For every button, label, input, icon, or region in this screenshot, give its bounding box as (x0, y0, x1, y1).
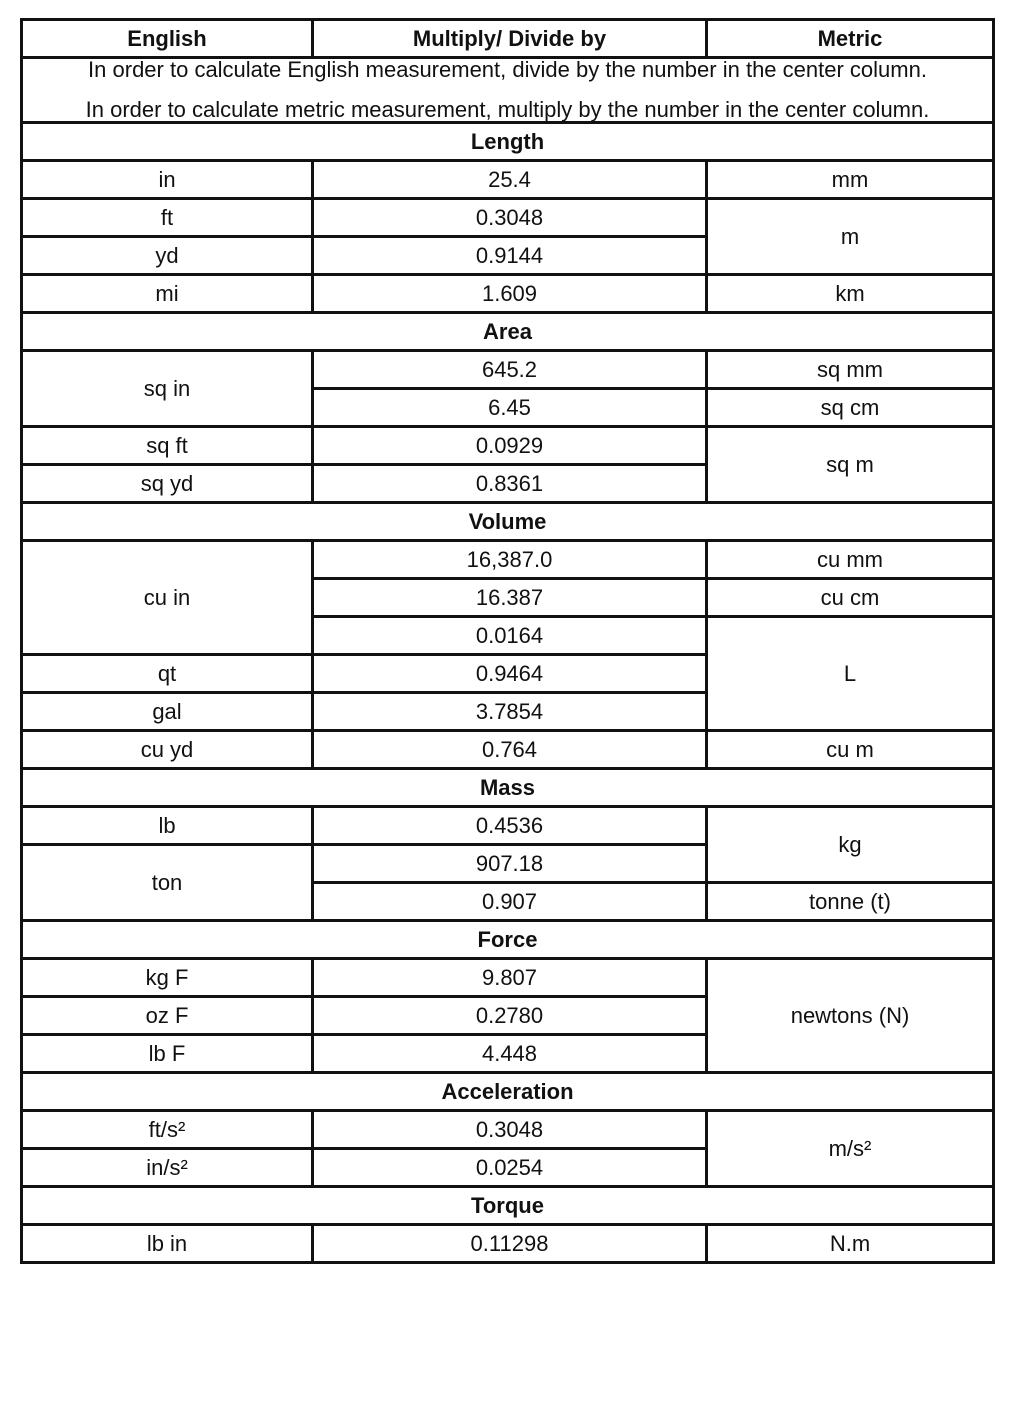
section-volume-title: Volume (22, 503, 994, 541)
unit-english: kg F (22, 959, 313, 997)
factor-value: 0.9464 (313, 655, 707, 693)
factor-value: 16,387.0 (313, 541, 707, 579)
section-area-title: Area (22, 313, 994, 351)
factor-value: 645.2 (313, 351, 707, 389)
header-factor: Multiply/ Divide by (313, 20, 707, 58)
unit-metric: cu cm (707, 579, 994, 617)
table-row (22, 199, 994, 237)
table-row (22, 959, 994, 997)
factor-value: 25.4 (313, 161, 707, 199)
unit-english: cu in (22, 541, 313, 655)
section-mass-title: Mass (22, 769, 994, 807)
section-length-title: Length (22, 123, 994, 161)
unit-english: ft/s² (22, 1111, 313, 1149)
section-row (22, 123, 994, 161)
factor-value: 0.0929 (313, 427, 707, 465)
unit-english: qt (22, 655, 313, 693)
factor-value: 16.387 (313, 579, 707, 617)
header-english: English (22, 20, 313, 58)
unit-metric: N.m (707, 1225, 994, 1263)
factor-value: 0.764 (313, 731, 707, 769)
factor-value: 0.3048 (313, 199, 707, 237)
section-row (22, 503, 994, 541)
unit-metric: cu m (707, 731, 994, 769)
section-torque-title: Torque (22, 1187, 994, 1225)
conversion-table-container (20, 18, 992, 1264)
unit-metric: m (707, 199, 994, 275)
unit-metric: tonne (t) (707, 883, 994, 921)
unit-english: gal (22, 693, 313, 731)
section-row (22, 921, 994, 959)
unit-english: sq ft (22, 427, 313, 465)
factor-value: 6.45 (313, 389, 707, 427)
unit-english: sq in (22, 351, 313, 427)
table-row (22, 1111, 994, 1149)
table-row (22, 161, 994, 199)
unit-metric: sq m (707, 427, 994, 503)
unit-metric: newtons (N) (707, 959, 994, 1073)
table-row (22, 807, 994, 845)
section-row (22, 1187, 994, 1225)
factor-value: 0.8361 (313, 465, 707, 503)
unit-english: in/s² (22, 1149, 313, 1187)
table-row (22, 351, 994, 389)
unit-metric: sq mm (707, 351, 994, 389)
unit-english: ton (22, 845, 313, 921)
factor-value: 0.11298 (313, 1225, 707, 1263)
instruction-english: In order to calculate English measurement, divide by the number in the center column. (88, 57, 927, 82)
factor-value: 0.3048 (313, 1111, 707, 1149)
instructions-row (22, 58, 994, 123)
factor-value: 0.2780 (313, 997, 707, 1035)
unit-english: yd (22, 237, 313, 275)
unit-metric: mm (707, 161, 994, 199)
table-row (22, 1225, 994, 1263)
unit-metric: kg (707, 807, 994, 883)
factor-value: 1.609 (313, 275, 707, 313)
unit-english: oz F (22, 997, 313, 1035)
factor-value: 0.4536 (313, 807, 707, 845)
unit-metric: L (707, 617, 994, 731)
unit-english: lb F (22, 1035, 313, 1073)
table-row (22, 427, 994, 465)
unit-metric: m/s² (707, 1111, 994, 1187)
section-acceleration-title: Acceleration (22, 1073, 994, 1111)
unit-metric: km (707, 275, 994, 313)
factor-value: 4.448 (313, 1035, 707, 1073)
section-row (22, 1073, 994, 1111)
unit-english: mi (22, 275, 313, 313)
section-force-title: Force (22, 921, 994, 959)
unit-english: lb in (22, 1225, 313, 1263)
table-row (22, 275, 994, 313)
unit-english: lb (22, 807, 313, 845)
unit-english: sq yd (22, 465, 313, 503)
section-row (22, 769, 994, 807)
conversion-table (20, 18, 995, 1264)
factor-value: 0.9144 (313, 237, 707, 275)
instruction-metric: In order to calculate metric measurement, multiply by the number in the center column. (85, 97, 930, 122)
factor-value: 9.807 (313, 959, 707, 997)
factor-value: 0.0164 (313, 617, 707, 655)
table-row (22, 731, 994, 769)
unit-metric: sq cm (707, 389, 994, 427)
unit-english: in (22, 161, 313, 199)
factor-value: 907.18 (313, 845, 707, 883)
instructions (22, 58, 994, 123)
unit-english: ft (22, 199, 313, 237)
factor-value: 0.907 (313, 883, 707, 921)
table-row (22, 541, 994, 579)
factor-value: 0.0254 (313, 1149, 707, 1187)
section-row (22, 313, 994, 351)
header-row (22, 20, 994, 58)
unit-english: cu yd (22, 731, 313, 769)
factor-value: 3.7854 (313, 693, 707, 731)
unit-metric: cu mm (707, 541, 994, 579)
header-metric: Metric (707, 20, 994, 58)
